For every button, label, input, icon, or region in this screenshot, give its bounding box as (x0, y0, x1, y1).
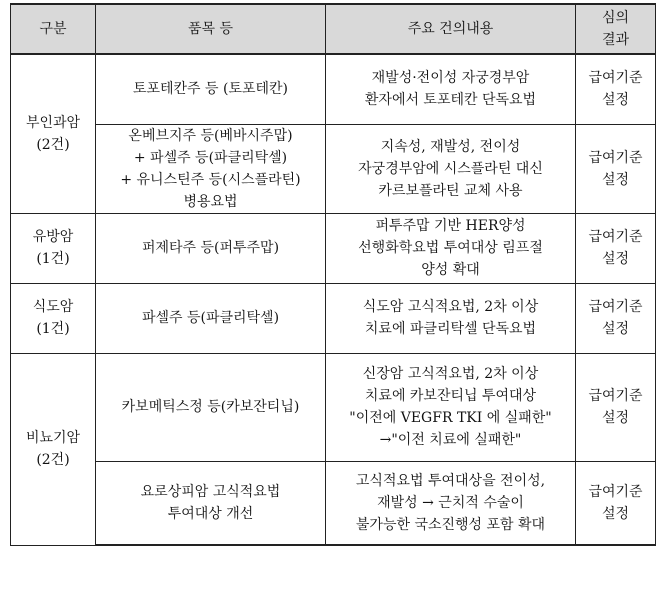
content-cell: 지속성, 재발성, 전이성 자궁경부암에 시스플라틴 대신 카르보플라틴 교체 사용 (326, 124, 576, 213)
item-cell: 파셀주 등(파클리탁셀) (96, 283, 326, 353)
header-content: 주요 건의내용 (326, 4, 576, 54)
table-row (11, 213, 656, 283)
category-cell: 부인과암 (2건) (11, 54, 96, 213)
table-row (11, 353, 656, 461)
content-cell: 재발성·전이성 자궁경부암 환자에서 토포테칸 단독요법 (326, 54, 576, 124)
item-cell: 온베브지주 등(베바시주맙) + 파셀주 등(파클리탁셀) + 유니스틴주 등(시스플라틴) 병용요법 (96, 124, 326, 213)
result-cell: 급여기준 설정 (576, 353, 656, 461)
result-cell: 급여기준 설정 (576, 124, 656, 213)
header-result: 심의 결과 (576, 4, 656, 54)
content-cell: 고식적요법 투여대상을 전이성, 재발성 → 근치적 수술이 불가능한 국소진행성 포함 확대 (326, 461, 576, 545)
table-row (11, 461, 656, 545)
content-cell: 식도암 고식적요법, 2차 이상 치료에 파클리탁셀 단독요법 (326, 283, 576, 353)
result-cell: 급여기준 설정 (576, 461, 656, 545)
table-row (11, 124, 656, 213)
category-cell: 식도암 (1건) (11, 283, 96, 353)
header-category: 구분 (11, 4, 96, 54)
result-cell: 급여기준 설정 (576, 283, 656, 353)
result-cell: 급여기준 설정 (576, 213, 656, 283)
header-row (11, 4, 656, 54)
category-cell: 비뇨기암 (2건) (11, 353, 96, 545)
table-row (11, 54, 656, 124)
review-table (10, 3, 656, 546)
item-cell: 토포테칸주 등 (토포테칸) (96, 54, 326, 124)
item-cell: 카보메틱스정 등(카보잔티닙) (96, 353, 326, 461)
table-row (11, 283, 656, 353)
result-cell: 급여기준 설정 (576, 54, 656, 124)
item-cell: 퍼제타주 등(퍼투주맙) (96, 213, 326, 283)
item-cell: 요로상피암 고식적요법 투여대상 개선 (96, 461, 326, 545)
category-cell: 유방암 (1건) (11, 213, 96, 283)
content-cell: 신장암 고식적요법, 2차 이상 치료에 카보잔티닙 투여대상 "이전에 VEGFR TKI 에 실패한" →"이전 치료에 실패한" (326, 353, 576, 461)
content-cell: 퍼투주맙 기반 HER양성 선행화학요법 투여대상 림프절 양성 확대 (326, 213, 576, 283)
header-item: 품목 등 (96, 4, 326, 54)
